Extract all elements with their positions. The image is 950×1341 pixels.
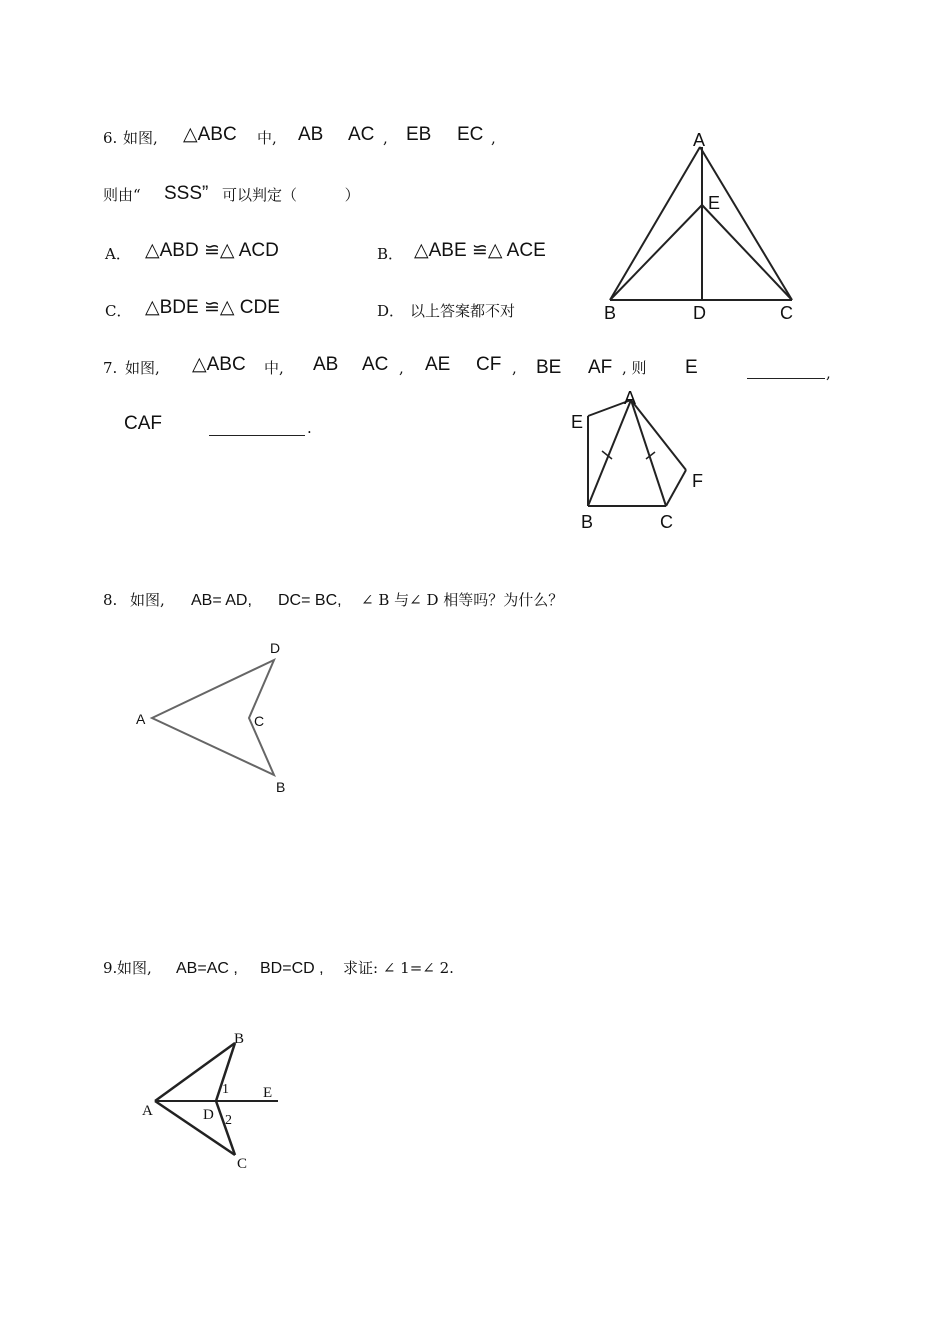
q6-option-c-label: C．	[105, 302, 132, 320]
q9-label-angle-1: 1	[222, 1082, 229, 1097]
q6-sss: SSS”	[164, 183, 209, 204]
q7-angle-caf: CAF	[124, 413, 162, 434]
q9-segment-dc	[216, 1101, 235, 1155]
q8-label-b: B	[276, 779, 286, 795]
q9-condition-1: AB=AC ,	[176, 960, 238, 977]
q7-angle-e: E	[685, 357, 698, 378]
q6-line2-suffix: 可以判定（ ）	[222, 186, 360, 204]
q9-label-angle-2: 2	[225, 1113, 232, 1128]
q7-triangle-abc: △ABC	[192, 354, 246, 375]
q7-ab: AB	[313, 354, 339, 375]
q8-condition-2: DC= BC,	[278, 592, 342, 609]
q8-label-a: A	[136, 711, 146, 727]
q7-ac: AC	[362, 354, 389, 375]
q6-option-b-text: △ABE ≌△ ACE	[414, 240, 546, 261]
q6-label-d: D	[693, 303, 706, 323]
q8-number: 8.	[103, 591, 118, 609]
q6-lead: 如图,	[123, 129, 158, 147]
q9-label-a: A	[142, 1103, 153, 1119]
q6-label-b: B	[604, 303, 617, 323]
q9-label-d: D	[203, 1107, 214, 1123]
q9-label-c: C	[237, 1156, 248, 1172]
q6-line2-prefix: 则由“	[103, 186, 141, 204]
q7-comma-3: ,	[826, 364, 831, 382]
q6-label-a: A	[693, 130, 706, 150]
q7-comma-2: ,	[512, 359, 517, 377]
q6-comma-1: ,	[383, 129, 388, 147]
q7-be: BE	[536, 357, 562, 378]
q7-zhong: 中,	[264, 359, 284, 377]
q7-af: AF	[588, 357, 613, 378]
q6-ab: AB	[298, 124, 324, 145]
q6-option-a-text: △ABD ≌△ ACD	[145, 240, 279, 261]
q9-segment-ac	[155, 1101, 235, 1155]
q6-comma-2: ,	[491, 129, 496, 147]
q7-comma-1: ,	[399, 359, 404, 377]
q7-label-a: A	[624, 388, 637, 408]
q6-option-b-label: B．	[377, 245, 404, 263]
q7-label-b: B	[581, 512, 594, 532]
q7-label-e: E	[571, 412, 584, 432]
q6-zhong: 中,	[257, 129, 277, 147]
q6-option-a-label: A．	[105, 245, 131, 263]
q6-option-c-text: △BDE ≌△ CDE	[145, 297, 280, 318]
q7-cf: CF	[476, 354, 502, 375]
q9-label-b: B	[234, 1031, 245, 1047]
q9-lead: 如图,	[117, 959, 152, 977]
q7-label-f: F	[692, 471, 703, 491]
q6-eb: EB	[406, 124, 432, 145]
q6-ac: AC	[348, 124, 375, 145]
q6-triangle-abc: △ABC	[183, 124, 237, 145]
q7-then: , 则	[622, 359, 647, 377]
q7-lead: 如图,	[125, 359, 160, 377]
q6-ec: EC	[457, 124, 484, 145]
q6-number: 6.	[103, 129, 118, 147]
q8-lead: 如图,	[130, 591, 165, 609]
q9-condition-2: BD=CD ,	[260, 960, 324, 977]
q6-label-e: E	[708, 193, 721, 213]
q6-label-c: C	[780, 303, 793, 323]
q6-option-d-label: D．	[377, 302, 405, 320]
q9-label-e: E	[263, 1085, 273, 1101]
q9-prove: 求证: ∠ 1=∠ 2.	[343, 959, 454, 977]
q7-label-c: C	[660, 512, 673, 532]
q7-ae: AE	[425, 354, 451, 375]
q7-period: .	[307, 419, 312, 437]
q6-option-d-text: 以上答案都不对	[410, 302, 516, 320]
q8-condition-1: AB= AD,	[191, 592, 252, 609]
q8-label-d: D	[270, 640, 281, 656]
q8-question: ∠ B 与∠ D 相等吗？为什么？	[361, 591, 564, 609]
q8-label-c: C	[254, 713, 265, 729]
q7-number: 7.	[103, 359, 118, 377]
q9-number: 9.	[103, 959, 118, 977]
